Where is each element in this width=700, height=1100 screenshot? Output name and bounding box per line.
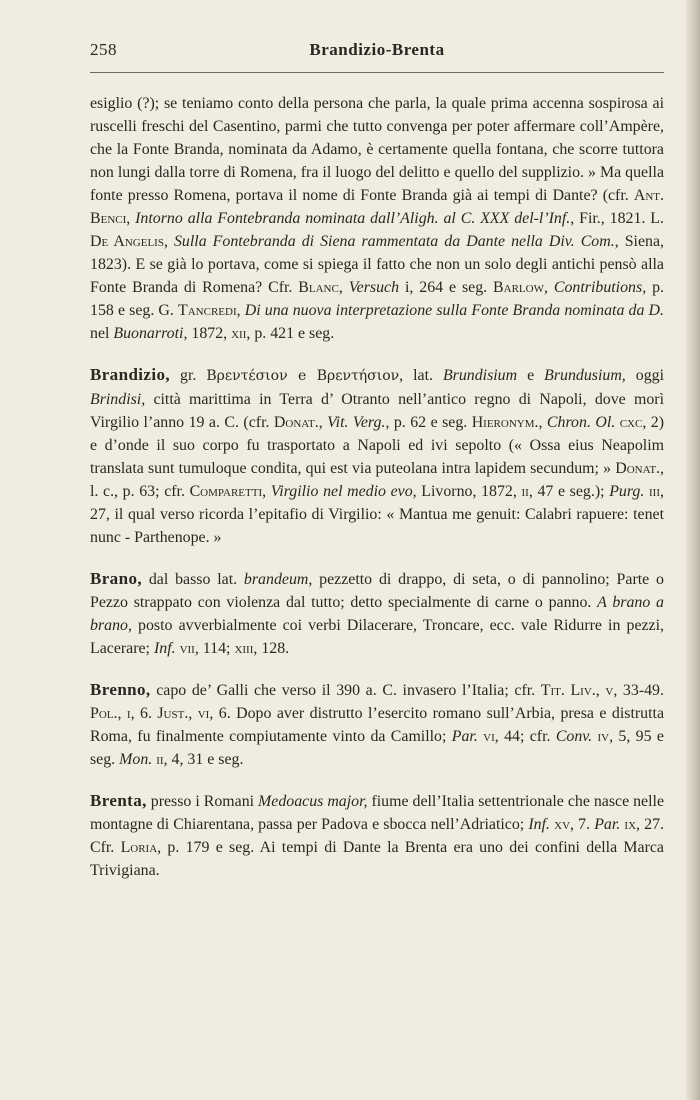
header-rule	[90, 72, 664, 73]
headword: Brano,	[90, 569, 142, 588]
running-head: Brandizio-Brenta	[309, 40, 445, 59]
page-number: 258	[90, 40, 117, 59]
page-header	[90, 40, 664, 66]
headword: Brandizio,	[90, 365, 171, 384]
entry-brandizio: Brandizio, gr. Βρεντέσιον e Βρεντήσιον, lat. Brundisium e Brundusium, oggi Brindisi, città marittima in Terra d’ Otranto nell’antico regno di Napoli, dove morì Virgilio l’anno 19 a. C. (cfr. Donat., Vit. Verg., p. 62 e seg. Hieronym., Chron. Ol. cxc, 2) e d’onde il suo corpo fu trasportato a Napoli ed ivi sepolto (« Ossa eius Neapolim translata sunt tumuloque condita, qui est via puteolana intra lapidem secundum; » Donat., l. c., p. 63; cfr. Comparetti, Virgilio nel medio evo, Livorno, 1872, ii, 47 e seg.); Purg. iii, 27, il qual verso ricorda l’epitafio di Virgilio: « Mantua me genuit: Calabri rapuere: tenet nunc - Parthenope. »	[90, 365, 664, 546]
headword: Brenta,	[90, 791, 147, 810]
entry-brenno: Brenno, capo de’ Galli che verso il 390 a. C. invasero l’Italia; cfr. Tit. Liv., v, 33-49. Pol., i, 6. Just., vi, 6. Dopo aver distrutto l’esercito romano sull’Arbia, presa e distrutta Roma, fu finalmente compiutamente vinto da Camillo; Par. vi, 44; cfr. Conv. iv, 5, 95 e seg. Mon. ii, 4, 31 e seg.	[90, 680, 664, 768]
page-edge	[686, 0, 700, 1100]
entry-brenta: Brenta, presso i Romani Medoacus major, fiume dell’Italia settentrionale che nasce nelle montagne di Chiarentana, passa per Padova e sbocca nell’Adriatico; Inf. xv, 7. Par. ix, 27. Cfr. Loria, p. 179 e seg. Ai tempi di Dante la Brenta era uno dei confini della Marca Trivigiana.	[90, 791, 665, 879]
continuation-paragraph: esiglio (?); se teniamo conto della persona che parla, la quale prima accenna sospirosa ai ruscelli freschi del Casentino, parmi che tutto convenga per poter affermare coll’Ampère, che la Fonte Branda, nominata da Adamo, è certamente quella fontana, che scorre tuttora non lungi dalla torre di Romena, fra il luogo del delitto e quello del supplizio. » Ma quella fonte presso Romena, portava il nome di Fonte Branda già ai tempi di Dante? (cfr. Ant. Benci, Intorno alla Fontebranda nominata dall’Aligh. al C. XXX del-l’Inf., Fir., 1821. L. De Angelis, Sulla Fontebranda di Siena rammentata da Dante nella Div. Com., Siena, 1823). E se già lo portava, come si spiega il fatto che non un solo degli antichi pensò alla Fonte Branda di Romena? Cfr. Blanc, Versuch i, 264 e seg. Barlow, Contributions, p. 158 e seg. G. Tancredi, Di una nuova interpretazione sulla Fonte Branda nominata da D. nel Buonarroti, 1872, xii, p. 421 e seg.	[90, 95, 664, 342]
entry-brano: Brano, dal basso lat. brandeum, pezzetto di drappo, di seta, o di pannolino; Parte o Pezzo strappato con violenza dal tutto; detto specialmente di carne o panno. A brano a brano, posto avverbialmente coi verbi Dilacerare, Troncare, ecc. vale Ridurre in pezzi, Lacerare; Inf. vii, 114; xiii, 128.	[90, 569, 664, 657]
dictionary-text	[90, 92, 664, 882]
headword: Brenno,	[90, 680, 151, 699]
